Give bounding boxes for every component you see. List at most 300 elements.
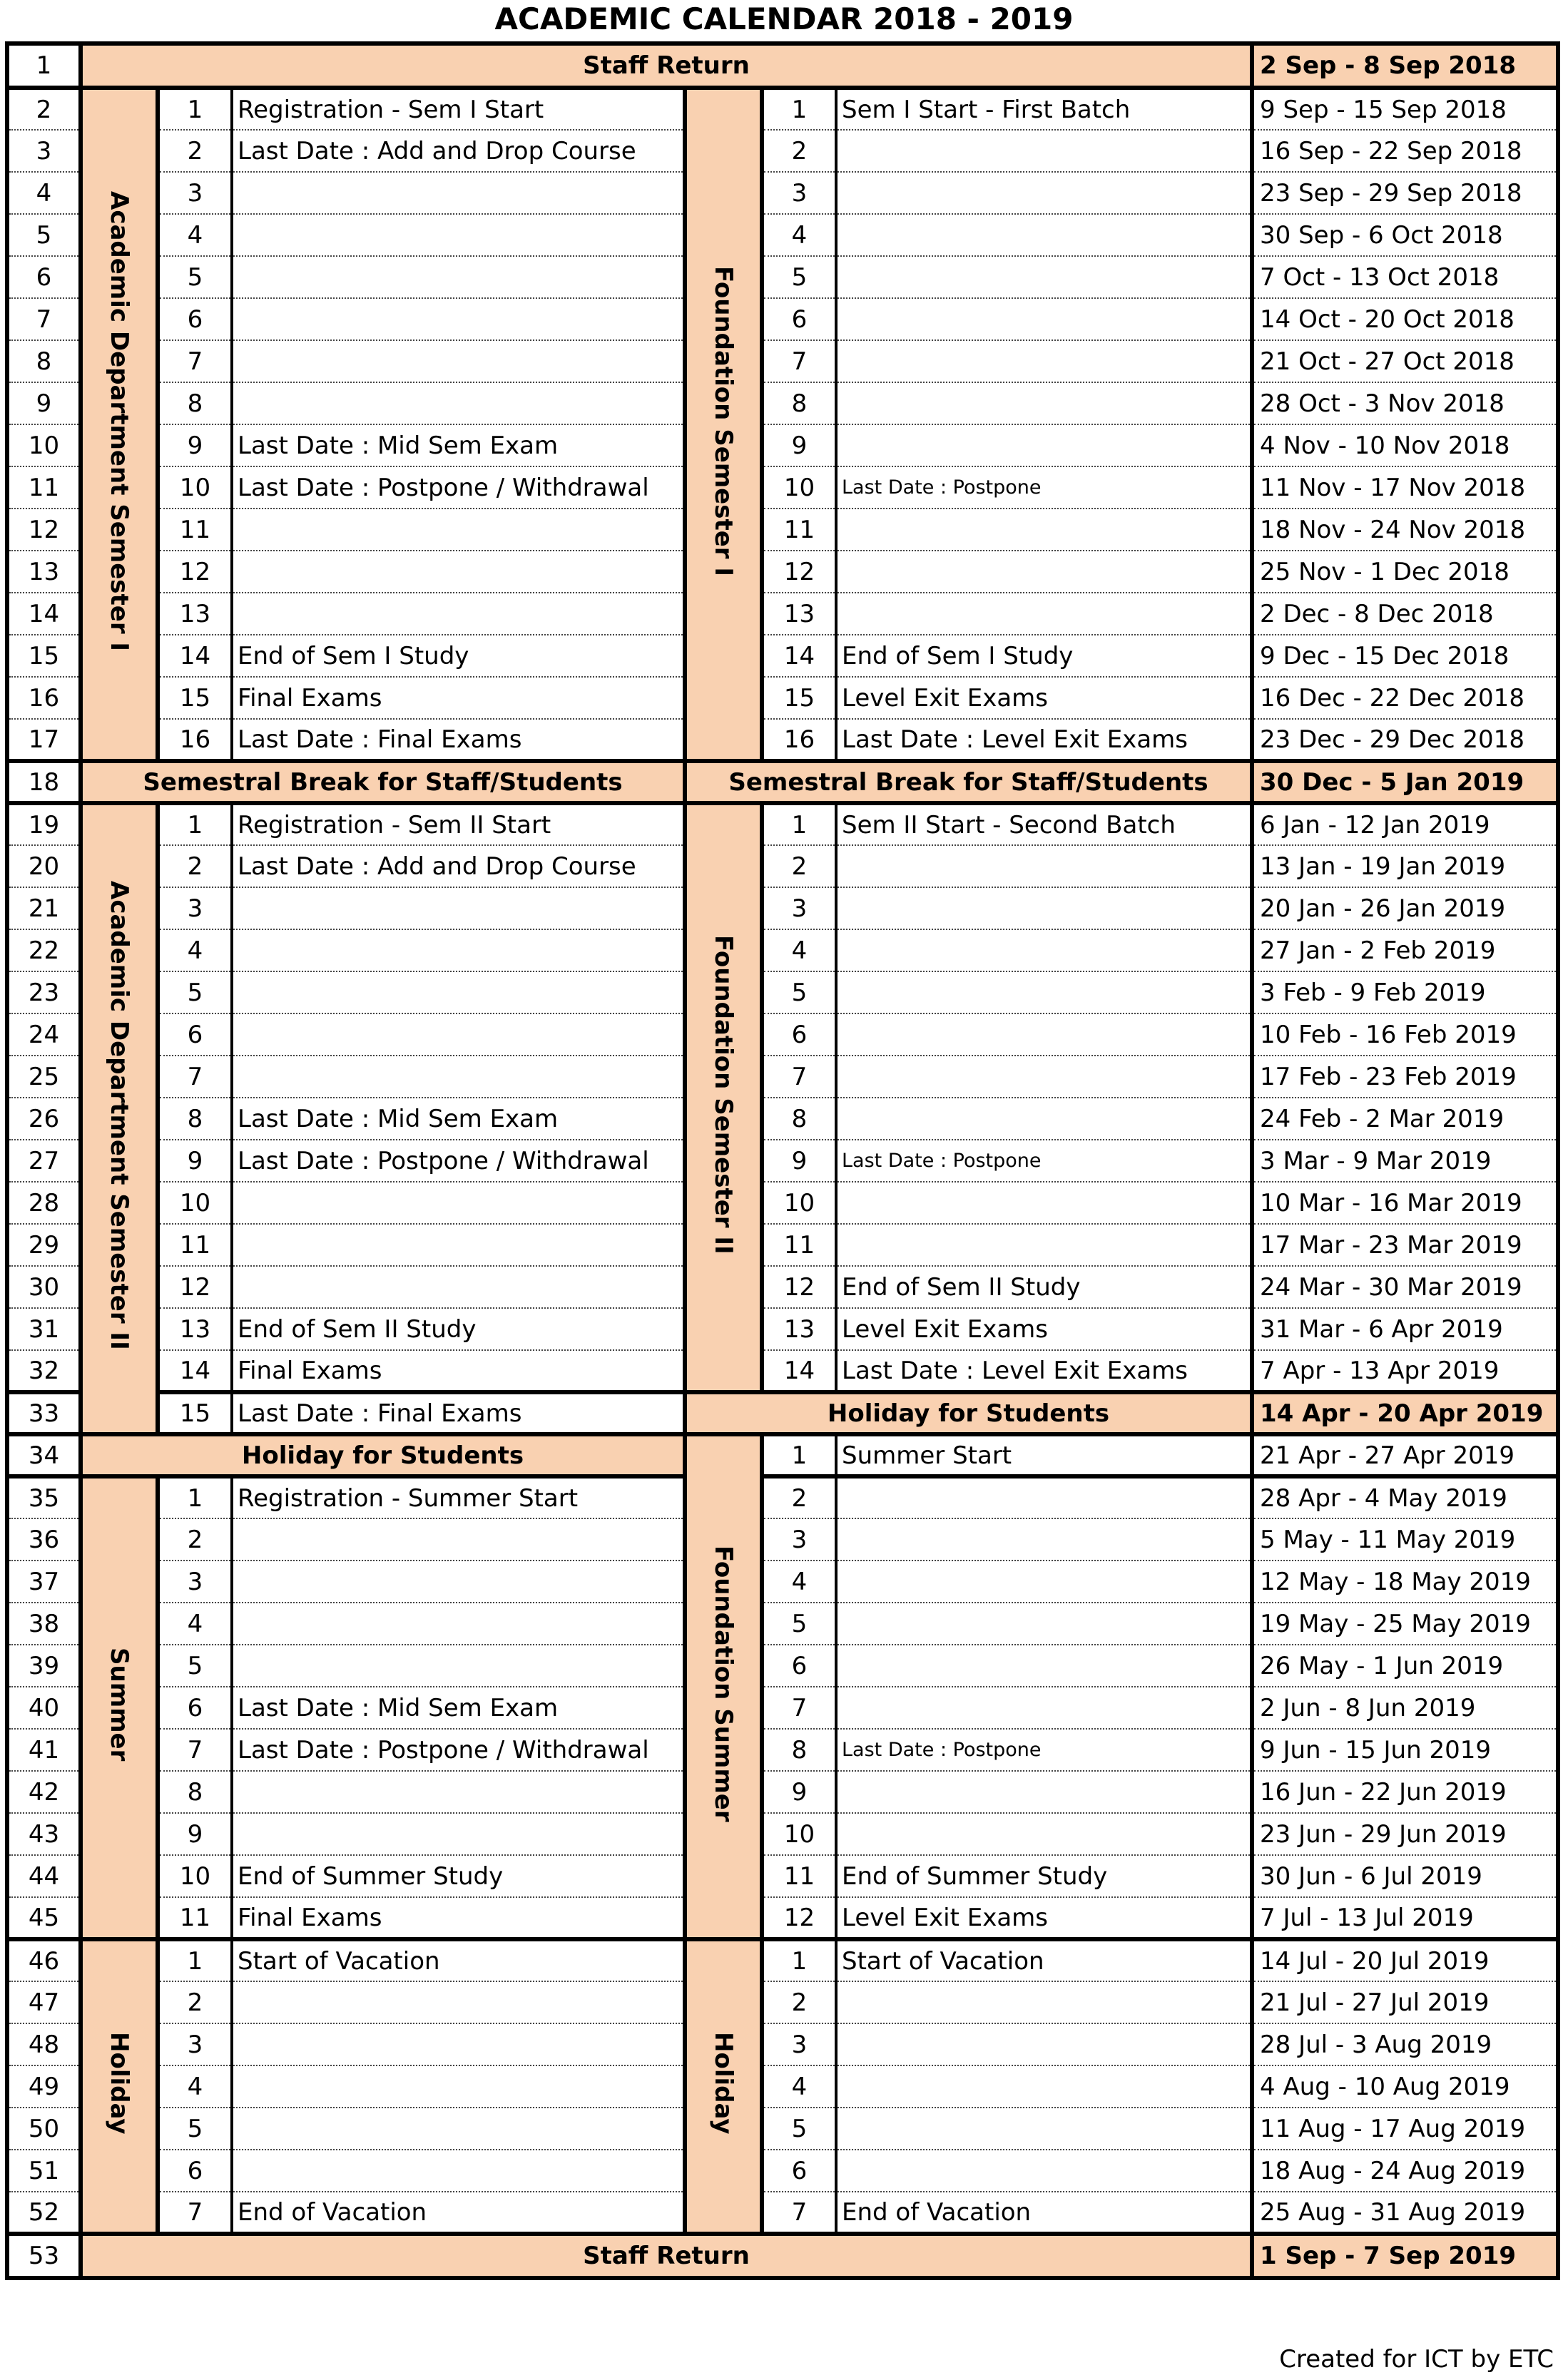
- foundation-week-number: 12: [762, 551, 836, 593]
- academic-week-number: 7: [158, 1056, 232, 1098]
- academic-event: [232, 971, 685, 1013]
- academic-event: [232, 298, 685, 340]
- week-number: 23: [7, 971, 81, 1013]
- academic-week-number: 6: [158, 1687, 232, 1729]
- footer-credit: Created for ICT by ETC: [1279, 2345, 1554, 2374]
- calendar-row: [7, 214, 1558, 256]
- calendar-row: [7, 719, 1558, 761]
- academic-event: Registration - Summer Start: [232, 1476, 685, 1518]
- week-date-range: 17 Feb - 23 Feb 2019: [1252, 1056, 1558, 1098]
- academic-week-number: 1: [158, 88, 232, 130]
- foundation-week-number: 8: [762, 1098, 836, 1140]
- foundation-event: Last Date : Postpone: [836, 466, 1252, 509]
- academic-event: [232, 2023, 685, 2065]
- academic-event: [232, 1561, 685, 1603]
- calendar-row: [7, 2108, 1558, 2150]
- foundation-event: [836, 593, 1252, 635]
- academic-event: Last Date : Postpone / Withdrawal: [232, 1729, 685, 1771]
- academic-week-number: 4: [158, 929, 232, 971]
- week-number: 30: [7, 1266, 81, 1308]
- week-number: 14: [7, 593, 81, 635]
- week-date-range: 2 Sep - 8 Sep 2018: [1252, 44, 1558, 88]
- staff-return-band: Staff Return: [81, 44, 1252, 88]
- week-date-range: 7 Jul - 13 Jul 2019: [1252, 1897, 1558, 1939]
- academic-week-number: 3: [158, 1561, 232, 1603]
- calendar-row: [7, 1350, 1558, 1392]
- week-number: 7: [7, 298, 81, 340]
- week-number: 42: [7, 1771, 81, 1813]
- foundation-week-number: 8: [762, 1729, 836, 1771]
- week-number: 21: [7, 887, 81, 929]
- calendar-row: [7, 256, 1558, 298]
- academic-week-number: 3: [158, 172, 232, 214]
- calendar-row: [7, 2192, 1558, 2234]
- academic-week-number: 16: [158, 719, 232, 761]
- calendar-row: [7, 1603, 1558, 1645]
- foundation-week-number: 7: [762, 1056, 836, 1098]
- academic-event: Last Date : Final Exams: [232, 1392, 685, 1434]
- foundation-week-number: 11: [762, 1855, 836, 1897]
- calendar-row: [7, 298, 1558, 340]
- academic-event: Registration - Sem II Start: [232, 803, 685, 845]
- academic-week-number: 12: [158, 1266, 232, 1308]
- foundation-summer-label: [685, 1434, 762, 1939]
- week-date-range: 21 Jul - 27 Jul 2019: [1252, 1981, 1558, 2023]
- academic-event: [232, 1603, 685, 1645]
- week-date-range: 23 Dec - 29 Dec 2018: [1252, 719, 1558, 761]
- week-date-range: 4 Aug - 10 Aug 2019: [1252, 2065, 1558, 2108]
- week-number: 19: [7, 803, 81, 845]
- week-number: 33: [7, 1392, 81, 1434]
- week-date-range: 31 Mar - 6 Apr 2019: [1252, 1308, 1558, 1350]
- foundation-week-number: 10: [762, 1182, 836, 1224]
- foundation-week-number: 9: [762, 424, 836, 466]
- academic-sem1-label-label: Academic Department Semester I: [105, 190, 133, 652]
- calendar-row: [7, 1561, 1558, 1603]
- academic-week-number: 4: [158, 1603, 232, 1645]
- academic-sem2-label: [81, 803, 158, 1434]
- academic-event: [232, 929, 685, 971]
- week-date-range: 1 Sep - 7 Sep 2019: [1252, 2234, 1558, 2278]
- academic-week-number: 15: [158, 677, 232, 719]
- foundation-week-number: 6: [762, 1013, 836, 1056]
- week-number: 5: [7, 214, 81, 256]
- foundation-event: [836, 2150, 1252, 2192]
- calendar-row: [7, 2065, 1558, 2108]
- academic-event: Final Exams: [232, 677, 685, 719]
- foundation-week-number: 5: [762, 971, 836, 1013]
- academic-event: End of Summer Study: [232, 1855, 685, 1897]
- week-date-range: 11 Nov - 17 Nov 2018: [1252, 466, 1558, 509]
- foundation-event: Level Exit Exams: [836, 677, 1252, 719]
- week-number: 27: [7, 1140, 81, 1182]
- foundation-event: [836, 1476, 1252, 1518]
- foundation-event: [836, 256, 1252, 298]
- week-date-range: 12 May - 18 May 2019: [1252, 1561, 1558, 1603]
- calendar-row: [7, 1476, 1558, 1518]
- academic-week-number: 7: [158, 340, 232, 382]
- week-date-range: 7 Apr - 13 Apr 2019: [1252, 1350, 1558, 1392]
- week-date-range: 6 Jan - 12 Jan 2019: [1252, 803, 1558, 845]
- academic-event: End of Sem I Study: [232, 635, 685, 677]
- week-number: 25: [7, 1056, 81, 1098]
- calendar-row: [7, 466, 1558, 509]
- foundation-week-number: 1: [762, 88, 836, 130]
- week-number: 51: [7, 2150, 81, 2192]
- foundation-event: End of Summer Study: [836, 1855, 1252, 1897]
- semestral-break-band: Semestral Break for Staff/Students: [81, 761, 685, 803]
- academic-summer-label-label: Summer: [105, 1648, 133, 1762]
- academic-event: [232, 1182, 685, 1224]
- academic-week-number: 5: [158, 2108, 232, 2150]
- week-date-range: 14 Oct - 20 Oct 2018: [1252, 298, 1558, 340]
- academic-sem2-label-label: Academic Department Semester II: [105, 881, 133, 1350]
- academic-week-number: 13: [158, 593, 232, 635]
- page-title: ACADEMIC CALENDAR 2018 - 2019: [494, 1, 1074, 36]
- foundation-summer-label-label: Foundation Summer: [709, 1545, 738, 1822]
- foundation-event: [836, 1013, 1252, 1056]
- calendar-row: [7, 929, 1558, 971]
- foundation-week-number: 2: [762, 130, 836, 172]
- academic-event: Last Date : Mid Sem Exam: [232, 1098, 685, 1140]
- academic-week-number: 10: [158, 1182, 232, 1224]
- week-number: 47: [7, 1981, 81, 2023]
- calendar-row: [7, 2150, 1558, 2192]
- foundation-week-number: 3: [762, 2023, 836, 2065]
- foundation-event: [836, 929, 1252, 971]
- week-date-range: 19 May - 25 May 2019: [1252, 1603, 1558, 1645]
- foundation-sem2-label: [685, 803, 762, 1392]
- academic-week-number: 10: [158, 1855, 232, 1897]
- week-date-range: 17 Mar - 23 Mar 2019: [1252, 1224, 1558, 1266]
- foundation-week-number: 11: [762, 1224, 836, 1266]
- calendar-row: [7, 887, 1558, 929]
- calendar-row: [7, 1687, 1558, 1729]
- foundation-event: [836, 2065, 1252, 2108]
- week-number: 53: [7, 2234, 81, 2278]
- week-number: 16: [7, 677, 81, 719]
- week-number: 20: [7, 845, 81, 887]
- week-date-range: 3 Mar - 9 Mar 2019: [1252, 1140, 1558, 1182]
- foundation-week-number: 3: [762, 172, 836, 214]
- week-date-range: 10 Feb - 16 Feb 2019: [1252, 1013, 1558, 1056]
- calendar-row: [7, 1897, 1558, 1939]
- week-date-range: 18 Nov - 24 Nov 2018: [1252, 509, 1558, 551]
- week-number: 39: [7, 1645, 81, 1687]
- calendar-row: [7, 1645, 1558, 1687]
- academic-event: Last Date : Postpone / Withdrawal: [232, 1140, 685, 1182]
- calendar-row: [7, 1729, 1558, 1771]
- calendar-row: [7, 1056, 1558, 1098]
- holiday-students-band: Holiday for Students: [81, 1434, 685, 1476]
- academic-event: [232, 1056, 685, 1098]
- foundation-week-number: 3: [762, 1518, 836, 1561]
- foundation-holiday-label-label: Holiday: [709, 2032, 738, 2135]
- foundation-event: [836, 340, 1252, 382]
- academic-week-number: 7: [158, 1729, 232, 1771]
- calendar-row: [7, 2023, 1558, 2065]
- calendar-row: [7, 1182, 1558, 1224]
- week-number: 11: [7, 466, 81, 509]
- foundation-event: Last Date : Postpone: [836, 1140, 1252, 1182]
- calendar-row: [7, 509, 1558, 551]
- academic-event: [232, 340, 685, 382]
- week-date-range: 16 Jun - 22 Jun 2019: [1252, 1771, 1558, 1813]
- academic-event: [232, 256, 685, 298]
- academic-week-number: 4: [158, 214, 232, 256]
- week-number: 43: [7, 1813, 81, 1855]
- academic-week-number: 6: [158, 1013, 232, 1056]
- calendar-row: [7, 1855, 1558, 1897]
- foundation-event: [836, 424, 1252, 466]
- week-date-range: 21 Apr - 27 Apr 2019: [1252, 1434, 1558, 1476]
- foundation-week-number: 6: [762, 2150, 836, 2192]
- foundation-sem1-label-label: Foundation Semester I: [709, 265, 738, 577]
- week-date-range: 3 Feb - 9 Feb 2019: [1252, 971, 1558, 1013]
- week-number: 44: [7, 1855, 81, 1897]
- foundation-event: [836, 1687, 1252, 1729]
- week-number: 38: [7, 1603, 81, 1645]
- week-date-range: 28 Jul - 3 Aug 2019: [1252, 2023, 1558, 2065]
- academic-event: End of Vacation: [232, 2192, 685, 2234]
- academic-week-number: 1: [158, 1939, 232, 1981]
- calendar-row: [7, 1308, 1558, 1350]
- foundation-week-number: 8: [762, 382, 836, 424]
- week-number: 46: [7, 1939, 81, 1981]
- foundation-week-number: 14: [762, 635, 836, 677]
- calendar-row: [7, 1098, 1558, 1140]
- academic-event: [232, 1013, 685, 1056]
- week-number: 28: [7, 1182, 81, 1224]
- foundation-event: [836, 2108, 1252, 2150]
- academic-event: Start of Vacation: [232, 1939, 685, 1981]
- academic-event: [232, 1518, 685, 1561]
- calendar-row: [7, 1813, 1558, 1855]
- week-number: 45: [7, 1897, 81, 1939]
- foundation-week-number: 4: [762, 214, 836, 256]
- calendar-row: [7, 424, 1558, 466]
- foundation-event: [836, 1981, 1252, 2023]
- academic-week-number: 11: [158, 509, 232, 551]
- foundation-event: [836, 1561, 1252, 1603]
- foundation-week-number: 12: [762, 1897, 836, 1939]
- foundation-event: Level Exit Exams: [836, 1308, 1252, 1350]
- foundation-week-number: 1: [762, 1434, 836, 1476]
- academic-week-number: 8: [158, 382, 232, 424]
- calendar-row: [7, 44, 1558, 88]
- week-date-range: 24 Mar - 30 Mar 2019: [1252, 1266, 1558, 1308]
- academic-event: [232, 593, 685, 635]
- foundation-week-number: 10: [762, 466, 836, 509]
- foundation-event: Last Date : Postpone: [836, 1729, 1252, 1771]
- week-number: 34: [7, 1434, 81, 1476]
- academic-event: Last Date : Add and Drop Course: [232, 130, 685, 172]
- academic-event: [232, 172, 685, 214]
- calendar-row: [7, 593, 1558, 635]
- foundation-week-number: 7: [762, 1687, 836, 1729]
- week-number: 13: [7, 551, 81, 593]
- academic-week-number: 14: [158, 1350, 232, 1392]
- foundation-week-number: 15: [762, 677, 836, 719]
- week-date-range: 30 Jun - 6 Jul 2019: [1252, 1855, 1558, 1897]
- week-number: 26: [7, 1098, 81, 1140]
- academic-week-number: 1: [158, 803, 232, 845]
- foundation-week-number: 13: [762, 1308, 836, 1350]
- foundation-event: End of Vacation: [836, 2192, 1252, 2234]
- academic-week-number: 6: [158, 2150, 232, 2192]
- foundation-event: [836, 214, 1252, 256]
- academic-week-number: 8: [158, 1098, 232, 1140]
- week-date-range: 26 May - 1 Jun 2019: [1252, 1645, 1558, 1687]
- calendar-row: [7, 130, 1558, 172]
- foundation-event: [836, 1056, 1252, 1098]
- week-number: 40: [7, 1687, 81, 1729]
- foundation-event: [836, 382, 1252, 424]
- academic-week-number: 15: [158, 1392, 232, 1434]
- academic-week-number: 14: [158, 635, 232, 677]
- academic-week-number: 9: [158, 1140, 232, 1182]
- foundation-event: [836, 172, 1252, 214]
- academic-week-number: 3: [158, 2023, 232, 2065]
- academic-week-number: 4: [158, 2065, 232, 2108]
- calendar-row: [7, 845, 1558, 887]
- academic-week-number: 8: [158, 1771, 232, 1813]
- foundation-event: [836, 298, 1252, 340]
- foundation-week-number: 3: [762, 887, 836, 929]
- calendar-row: [7, 382, 1558, 424]
- calendar-row: [7, 88, 1558, 130]
- academic-calendar-table: [5, 41, 1560, 2280]
- academic-week-number: 5: [158, 971, 232, 1013]
- foundation-event: [836, 1603, 1252, 1645]
- academic-week-number: 10: [158, 466, 232, 509]
- foundation-week-number: 2: [762, 1476, 836, 1518]
- academic-event: Final Exams: [232, 1350, 685, 1392]
- academic-sem1-label: [81, 88, 158, 761]
- foundation-event: [836, 551, 1252, 593]
- calendar-row: [7, 172, 1558, 214]
- foundation-event: Last Date : Level Exit Exams: [836, 1350, 1252, 1392]
- foundation-event: Sem I Start - First Batch: [836, 88, 1252, 130]
- week-date-range: 9 Jun - 15 Jun 2019: [1252, 1729, 1558, 1771]
- foundation-event: End of Sem I Study: [836, 635, 1252, 677]
- week-date-range: 14 Apr - 20 Apr 2019: [1252, 1392, 1558, 1434]
- academic-event: Registration - Sem I Start: [232, 88, 685, 130]
- week-number: 22: [7, 929, 81, 971]
- holiday-students-band: Holiday for Students: [685, 1392, 1252, 1434]
- week-date-range: 23 Sep - 29 Sep 2018: [1252, 172, 1558, 214]
- calendar-row: [7, 971, 1558, 1013]
- academic-week-number: 1: [158, 1476, 232, 1518]
- academic-event: Last Date : Mid Sem Exam: [232, 1687, 685, 1729]
- week-date-range: 30 Sep - 6 Oct 2018: [1252, 214, 1558, 256]
- academic-week-number: 11: [158, 1224, 232, 1266]
- week-date-range: 5 May - 11 May 2019: [1252, 1518, 1558, 1561]
- academic-week-number: 7: [158, 2192, 232, 2234]
- week-date-range: 20 Jan - 26 Jan 2019: [1252, 887, 1558, 929]
- academic-event: [232, 1813, 685, 1855]
- foundation-event: [836, 1098, 1252, 1140]
- calendar-row: [7, 1392, 1558, 1434]
- foundation-week-number: 14: [762, 1350, 836, 1392]
- week-number: 2: [7, 88, 81, 130]
- foundation-week-number: 12: [762, 1266, 836, 1308]
- week-number: 15: [7, 635, 81, 677]
- week-number: 4: [7, 172, 81, 214]
- academic-event: [232, 1224, 685, 1266]
- academic-week-number: 13: [158, 1308, 232, 1350]
- academic-week-number: 9: [158, 424, 232, 466]
- foundation-event: [836, 887, 1252, 929]
- foundation-sem1-label: [685, 88, 762, 761]
- academic-event: [232, 1645, 685, 1687]
- foundation-sem2-label-label: Foundation Semester II: [709, 934, 738, 1255]
- calendar-row: [7, 1140, 1558, 1182]
- week-date-range: 13 Jan - 19 Jan 2019: [1252, 845, 1558, 887]
- calendar-row: [7, 635, 1558, 677]
- week-number: 1: [7, 44, 81, 88]
- foundation-event: [836, 845, 1252, 887]
- academic-week-number: 2: [158, 130, 232, 172]
- academic-week-number: 2: [158, 845, 232, 887]
- foundation-week-number: 5: [762, 256, 836, 298]
- foundation-week-number: 7: [762, 2192, 836, 2234]
- calendar-row: [7, 1434, 1558, 1476]
- week-number: 8: [7, 340, 81, 382]
- academic-event: Last Date : Add and Drop Course: [232, 845, 685, 887]
- foundation-event: [836, 971, 1252, 1013]
- academic-event: [232, 2065, 685, 2108]
- week-number: 41: [7, 1729, 81, 1771]
- week-number: 36: [7, 1518, 81, 1561]
- foundation-event: [836, 2023, 1252, 2065]
- week-number: 31: [7, 1308, 81, 1350]
- academic-event: [232, 1771, 685, 1813]
- week-number: 3: [7, 130, 81, 172]
- foundation-week-number: 1: [762, 803, 836, 845]
- foundation-event: Start of Vacation: [836, 1939, 1252, 1981]
- week-number: 48: [7, 2023, 81, 2065]
- week-number: 37: [7, 1561, 81, 1603]
- foundation-event: [836, 509, 1252, 551]
- academic-event: [232, 214, 685, 256]
- academic-event: [232, 551, 685, 593]
- week-date-range: 7 Oct - 13 Oct 2018: [1252, 256, 1558, 298]
- academic-week-number: 5: [158, 1645, 232, 1687]
- calendar-row: [7, 1224, 1558, 1266]
- foundation-event: [836, 1813, 1252, 1855]
- academic-week-number: 6: [158, 298, 232, 340]
- week-date-range: 25 Nov - 1 Dec 2018: [1252, 551, 1558, 593]
- week-number: 17: [7, 719, 81, 761]
- foundation-event: End of Sem II Study: [836, 1266, 1252, 1308]
- week-number: 29: [7, 1224, 81, 1266]
- academic-week-number: 12: [158, 551, 232, 593]
- foundation-week-number: 2: [762, 845, 836, 887]
- academic-week-number: 11: [158, 1897, 232, 1939]
- week-number: 50: [7, 2108, 81, 2150]
- academic-event: [232, 887, 685, 929]
- week-number: 35: [7, 1476, 81, 1518]
- academic-event: [232, 2108, 685, 2150]
- foundation-week-number: 4: [762, 1561, 836, 1603]
- week-number: 6: [7, 256, 81, 298]
- week-number: 10: [7, 424, 81, 466]
- academic-event: Last Date : Mid Sem Exam: [232, 424, 685, 466]
- calendar-row: [7, 1266, 1558, 1308]
- foundation-week-number: 10: [762, 1813, 836, 1855]
- academic-week-number: 9: [158, 1813, 232, 1855]
